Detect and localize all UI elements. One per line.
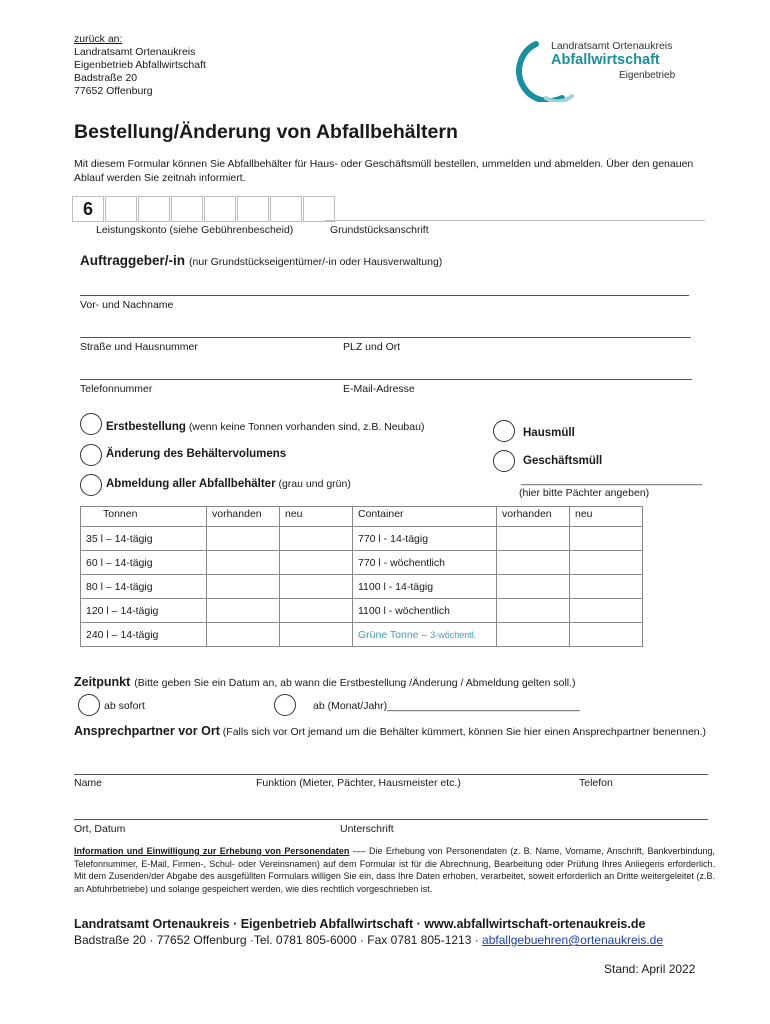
tenant-note: (hier bitte Pächter angeben) [519,487,650,499]
return-line: Badstraße 20 [74,72,138,84]
table-row [81,575,643,599]
new-cell[interactable] [570,527,643,551]
timing-heading-text: Zeitpunkt [74,675,131,689]
new-cell[interactable] [570,575,643,599]
account-digit[interactable] [237,196,269,222]
change-volume-label: Änderung des Behältervolumens [106,448,287,460]
bin-size-cell: 35 l – 14-tägig [81,527,207,551]
from-month-radio[interactable] [274,694,296,716]
container-size-cell: 1100 l - wöchentlich [353,599,497,623]
container-table [80,506,643,647]
household-waste-option [523,427,575,439]
household-waste-radio[interactable] [493,420,515,442]
property-address-label: Grundstücksanschrift [330,224,429,236]
deregister-radio[interactable] [80,474,102,496]
immediately-radio[interactable] [78,694,100,716]
header-bins: Tonnen [81,507,207,527]
green-bin-label: Grüne Tonne – [358,628,431,641]
new-cell[interactable] [280,575,353,599]
table-row [81,599,643,623]
contact-phone-label: Telefon [579,777,613,789]
business-waste-label: Geschäftsmüll [523,455,603,467]
return-label: zurück an: [74,33,123,45]
change-volume-radio[interactable] [80,444,102,466]
change-volume-option [106,448,286,460]
account-number-boxes [72,196,336,222]
property-address-field[interactable] [325,220,705,221]
logo-line-1: Landratsamt Ortenaukreis [551,40,673,52]
phone-email-field[interactable] [80,379,692,380]
existing-cell[interactable] [207,527,280,551]
header-new: neu [570,507,643,527]
place-signature-field[interactable] [74,819,708,820]
account-digit[interactable] [138,196,170,222]
deregister-label: Abmeldung aller Abfallbehälter [106,478,276,490]
new-cell[interactable] [280,599,353,623]
footer-address: Badstraße 20 · 77652 Offenburg ·Tel. 0781 805-6000 · Fax 0781 805-1213 · [74,933,483,947]
business-waste-radio[interactable] [493,450,515,472]
header-container: Container [353,507,497,527]
new-cell[interactable] [280,527,353,551]
new-cell[interactable] [570,599,643,623]
table-row [81,623,643,647]
return-address [74,33,206,98]
timing-note: (Bitte geben Sie ein Datum an, ab wann die Erstbestellung /Änderung / Abmeldung gelten soll.) [134,677,576,689]
table-row [81,527,643,551]
green-bin-cell [353,623,497,647]
footer-contact-line [74,933,663,947]
contact-note: (Falls sich vor Ort jemand um die Behälter kümmert, können Sie hier einen Ansprechpartner benennen.) [222,726,707,738]
first-order-label: Erstbestellung [106,421,186,433]
contact-heading [74,724,724,739]
phone-label: Telefonnummer [80,383,153,395]
business-waste-option [523,455,602,467]
street-city-field[interactable] [80,337,691,338]
table-row [81,551,643,575]
client-heading-text: Auftraggeber/-in [80,253,186,268]
first-order-radio[interactable] [80,413,102,435]
account-digit[interactable]: 6 [72,196,104,222]
footer-email-link[interactable]: abfallgebuehren@ortenaukreis.de [482,933,664,947]
contact-function-label: Funktion (Mieter, Pächter, Hausmeister etc.) [256,777,461,789]
footer-org-line: Landratsamt Ortenaukreis · Eigenbetrieb Abfallwirtschaft · www.abfallwirtschaft-ortenaukreis.de [74,917,646,931]
deregister-note: (grau und grün) [278,478,351,490]
privacy-notice [74,845,715,895]
container-size-cell: 1100 l - 14-tägig [353,575,497,599]
intro-text: Mit diesem Formular können Sie Abfallbehälter für Haus- oder Geschäftsmüll bestellen, ummelden und abmelden. Über den genauen Ablauf werden Sie zeitnah informiert. [74,158,694,184]
logo-line-2: Abfallwirtschaft [551,52,660,68]
account-digit[interactable] [105,196,137,222]
account-digit[interactable] [204,196,236,222]
header-new: neu [280,507,353,527]
existing-cell[interactable] [497,575,570,599]
existing-cell[interactable] [497,551,570,575]
household-waste-label: Hausmüll [523,427,575,439]
bin-size-cell: 60 l – 14-tägig [81,551,207,575]
client-note: (nur Grundstückseigentümer/-in oder Hausverwaltung) [189,256,443,268]
stand-date: Stand: April 2022 [604,962,696,976]
return-line: Eigenbetrieb Abfallwirtschaft [74,59,206,71]
contact-field[interactable] [74,774,708,775]
immediately-label: ab sofort [104,700,145,712]
bin-size-cell: 80 l – 14-tägig [81,575,207,599]
container-size-cell: 770 l - 14-tägig [353,527,497,551]
place-date-label: Ort, Datum [74,823,126,835]
account-digit[interactable] [171,196,203,222]
first-order-note: (wenn keine Tonnen vorhanden sind, z.B. Neubau) [188,421,425,433]
deregister-option [106,478,351,490]
existing-cell[interactable] [207,551,280,575]
new-cell[interactable] [280,551,353,575]
return-line: 77652 Offenburg [74,85,153,97]
existing-cell[interactable] [207,623,280,647]
container-size-cell: 770 l - wöchentlich [353,551,497,575]
account-digit[interactable] [270,196,302,222]
account-label: Leistungskonto (siehe Gebührenbescheid) [96,224,294,236]
privacy-text: -–– Die Erhebung von Personendaten (z. B. Name, Vorname, Anschrift, Bankverbindung, Telefonnummer, E-Mail, Firmen-, Schul- oder Vereinsnamen) auf dem Formular ist für die Abrechnung, Bearbeitung oder Prüfung Ihres Anliegens erforderlich. Mit dem Zusenden/der Abgabe des ausgefüllten Formulars willigen Sie ein, dass Ihre Daten erhoben, verarbeitet, soweit erforderlich an Dritte weitergeleitet (z.B. an Abfuhrbetriebe) und solange gespeichert werden, wie dies rechtlich vorgeschrieben ist. [74,846,715,894]
logo [514,40,694,102]
account-digit[interactable] [303,196,335,222]
existing-cell[interactable] [497,623,570,647]
green-bin-interval: 3-wöchentl. [430,629,477,640]
client-heading [80,252,442,270]
bin-size-cell: 120 l – 14-tägig [81,599,207,623]
page-title: Bestellung/Änderung von Abfallbehältern [74,121,458,143]
from-month-field[interactable]: ab (Monat/Jahr)_________________________________ [313,700,580,712]
existing-cell[interactable] [497,527,570,551]
contact-heading-text: Ansprechpartner vor Ort [74,724,220,738]
table-header-row [81,507,643,527]
email-label: E-Mail-Adresse [343,383,415,395]
privacy-title: Information und Einwilligung zur Erhebung von Personendaten [74,846,350,856]
contact-name-label: Name [74,777,103,789]
existing-cell[interactable] [207,575,280,599]
new-cell[interactable] [280,623,353,647]
city-label: PLZ und Ort [343,341,401,353]
existing-cell[interactable] [207,599,280,623]
return-line: Landratsamt Ortenaukreis [74,46,196,58]
bin-size-cell: 240 l – 14-tägig [81,623,207,647]
signature-label: Unterschrift [340,823,394,835]
existing-cell[interactable] [497,599,570,623]
header-existing: vorhanden [207,507,280,527]
new-cell[interactable] [570,623,643,647]
new-cell[interactable] [570,551,643,575]
logo-line-3: Eigenbetrieb [619,70,676,81]
first-order-option [106,421,424,433]
street-label: Straße und Hausnummer [80,341,198,353]
tenant-field[interactable]: _______________________________ [521,474,703,486]
name-label: Vor- und Nachname [80,299,174,311]
name-field[interactable] [80,295,689,296]
header-existing: vorhanden [497,507,570,527]
timing-heading [74,673,576,691]
